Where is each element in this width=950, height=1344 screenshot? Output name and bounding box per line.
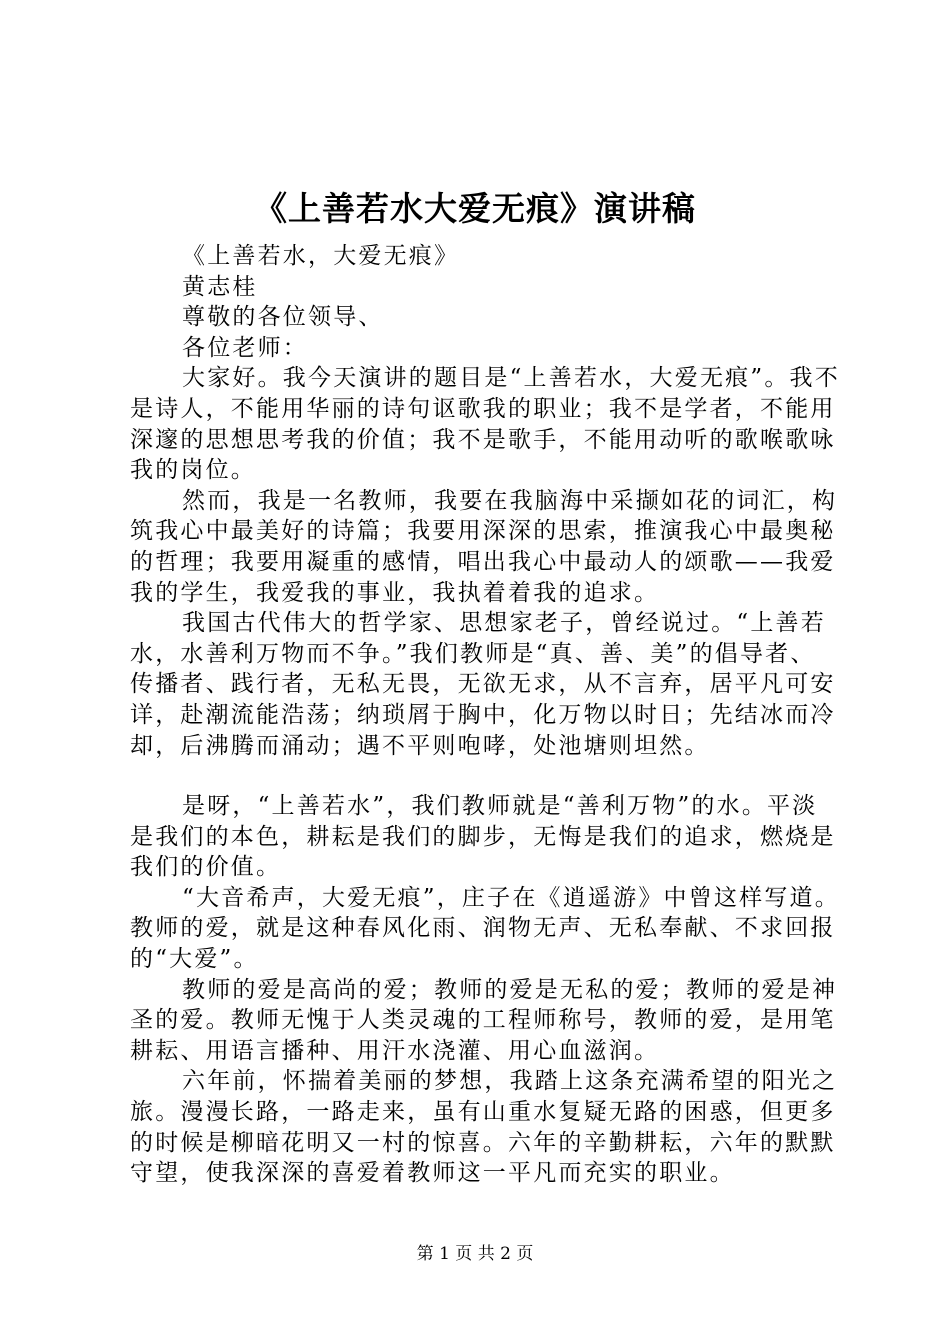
speaker-name: 黄志桂 <box>182 273 258 300</box>
salutation-teachers: 各位老师： <box>182 334 308 361</box>
salutation-leaders: 尊敬的各位领导、 <box>182 304 384 331</box>
speech-subtitle: 《上善若水，大爱无痕》 <box>182 243 460 269</box>
body-paragraph: “大音希声，大爱无痕”，庄子在《逍遥游》中曾这样写道。教师的爱，就是这种春风化雨、润物无声、无私奉献、不求回报的“大爱”。 <box>130 884 840 973</box>
body-paragraph: 教师的爱是高尚的爱；教师的爱是无私的爱；教师的爱是神圣的爱。教师无愧于人类灵魂的工程师称号，教师的爱，是用笔耕耘、用语言播种、用汗水浇灌、用心血滋润。 <box>130 976 838 1064</box>
body-paragraph: 然而，我是一名教师，我要在我脑海中采撷如花的词汇，构筑我心中最美好的诗篇；我要用深深的思索，推演我心中最奥秘的哲理；我要用凝重的感情，唱出我心中最动人的颂歌——我爱我的学生，我爱我的事业，我执着着我的追求。 <box>130 487 838 606</box>
page-number-footer: 第 1 页 共 2 页 <box>416 1244 534 1264</box>
document-title: 《上善若水大爱无痕》演讲稿 <box>254 189 696 228</box>
body-paragraph: 是呀，“上善若水”，我们教师就是“善利万物”的水。平淡是我们的本色，耕耘是我们的脚步，无悔是我们的追求，燃烧是我们的价值。 <box>130 793 836 881</box>
body-paragraph: 我国古代伟大的哲学家、思想家老子，曾经说过。“上善若水，水善利万物而不争。”我们教师是“真、善、美”的倡导者、传播者、践行者，无私无畏，无欲无求，从不言弃，居平凡可安详，赴潮流能浩荡；纳琐屑于胸中，化万物以时日；先结冰而冷却，后沸腾而涌动；遇不平则咆哮，处池塘则坦然。 <box>130 610 836 759</box>
body-paragraph: 六年前，怀揣着美丽的梦想，我踏上这条充满希望的阳光之旅。漫漫长路，一路走来，虽有山重水复疑无路的困惑，但更多的时候是柳暗花明又一村的惊喜。六年的辛勤耕耘，六年的默默守望，使我深深的喜爱着教师这一平凡而充实的职业。 <box>130 1068 838 1187</box>
body-paragraph: 大家好。我今天演讲的题目是“上善若水，大爱无痕”。我不是诗人，不能用华丽的诗句讴歌我的职业；我不是学者，不能用深邃的思想思考我的价值；我不是歌手，不能用动听的歌喉歌咏我的岗位。 <box>130 365 840 484</box>
document-body <box>130 241 840 1189</box>
